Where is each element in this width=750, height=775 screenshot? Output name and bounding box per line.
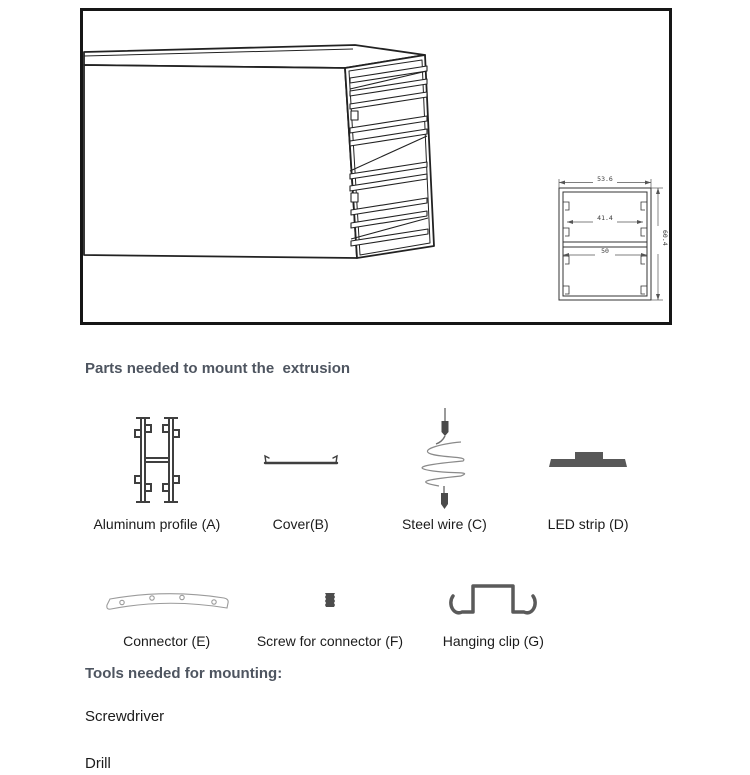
hanging-clip-icon [445, 572, 541, 627]
parts-row-1 [85, 410, 660, 532]
cover-icon [261, 410, 341, 510]
cross-section-drawing [551, 174, 669, 316]
connector-icon [102, 572, 232, 627]
part-label: Hanging clip (G) [442, 633, 544, 649]
part-item-connector [85, 572, 248, 649]
part-label: Steel wire (C) [401, 516, 487, 532]
parts-row-2 [85, 572, 575, 649]
part-item-led-strip [516, 410, 660, 532]
led-strip-icon [543, 410, 633, 510]
screw-icon [323, 572, 337, 627]
tool-item-drill: Drill [85, 755, 111, 772]
part-item-aluminum-profile [85, 410, 229, 532]
extrusion-front-face [84, 65, 357, 258]
tools-heading: Tools needed for mounting: [85, 665, 283, 682]
dimension-label-height: 60.4 [661, 230, 669, 246]
technical-drawing-box [80, 8, 672, 325]
aluminum-profile-icon [117, 410, 197, 510]
parts-heading: Parts needed to mount the extrusion [85, 360, 351, 377]
part-label: LED strip (D) [547, 516, 629, 532]
dimension-label-inner-width: 41.4 [597, 214, 613, 222]
dimension-label-top-width: 53.6 [597, 175, 613, 183]
part-label: Aluminum profile (A) [93, 516, 221, 532]
part-item-screw [248, 572, 411, 649]
part-item-hanging-clip [412, 572, 575, 649]
part-label: Screw for connector (F) [256, 633, 404, 649]
part-label: Cover(B) [272, 516, 329, 532]
part-label: Connector (E) [123, 633, 211, 649]
tool-item-screwdriver: Screwdriver [85, 708, 165, 725]
steel-wire-icon [399, 410, 489, 510]
dimension-label-mid-width: 50 [601, 247, 609, 255]
part-item-cover [229, 410, 373, 532]
part-item-steel-wire [373, 410, 517, 532]
